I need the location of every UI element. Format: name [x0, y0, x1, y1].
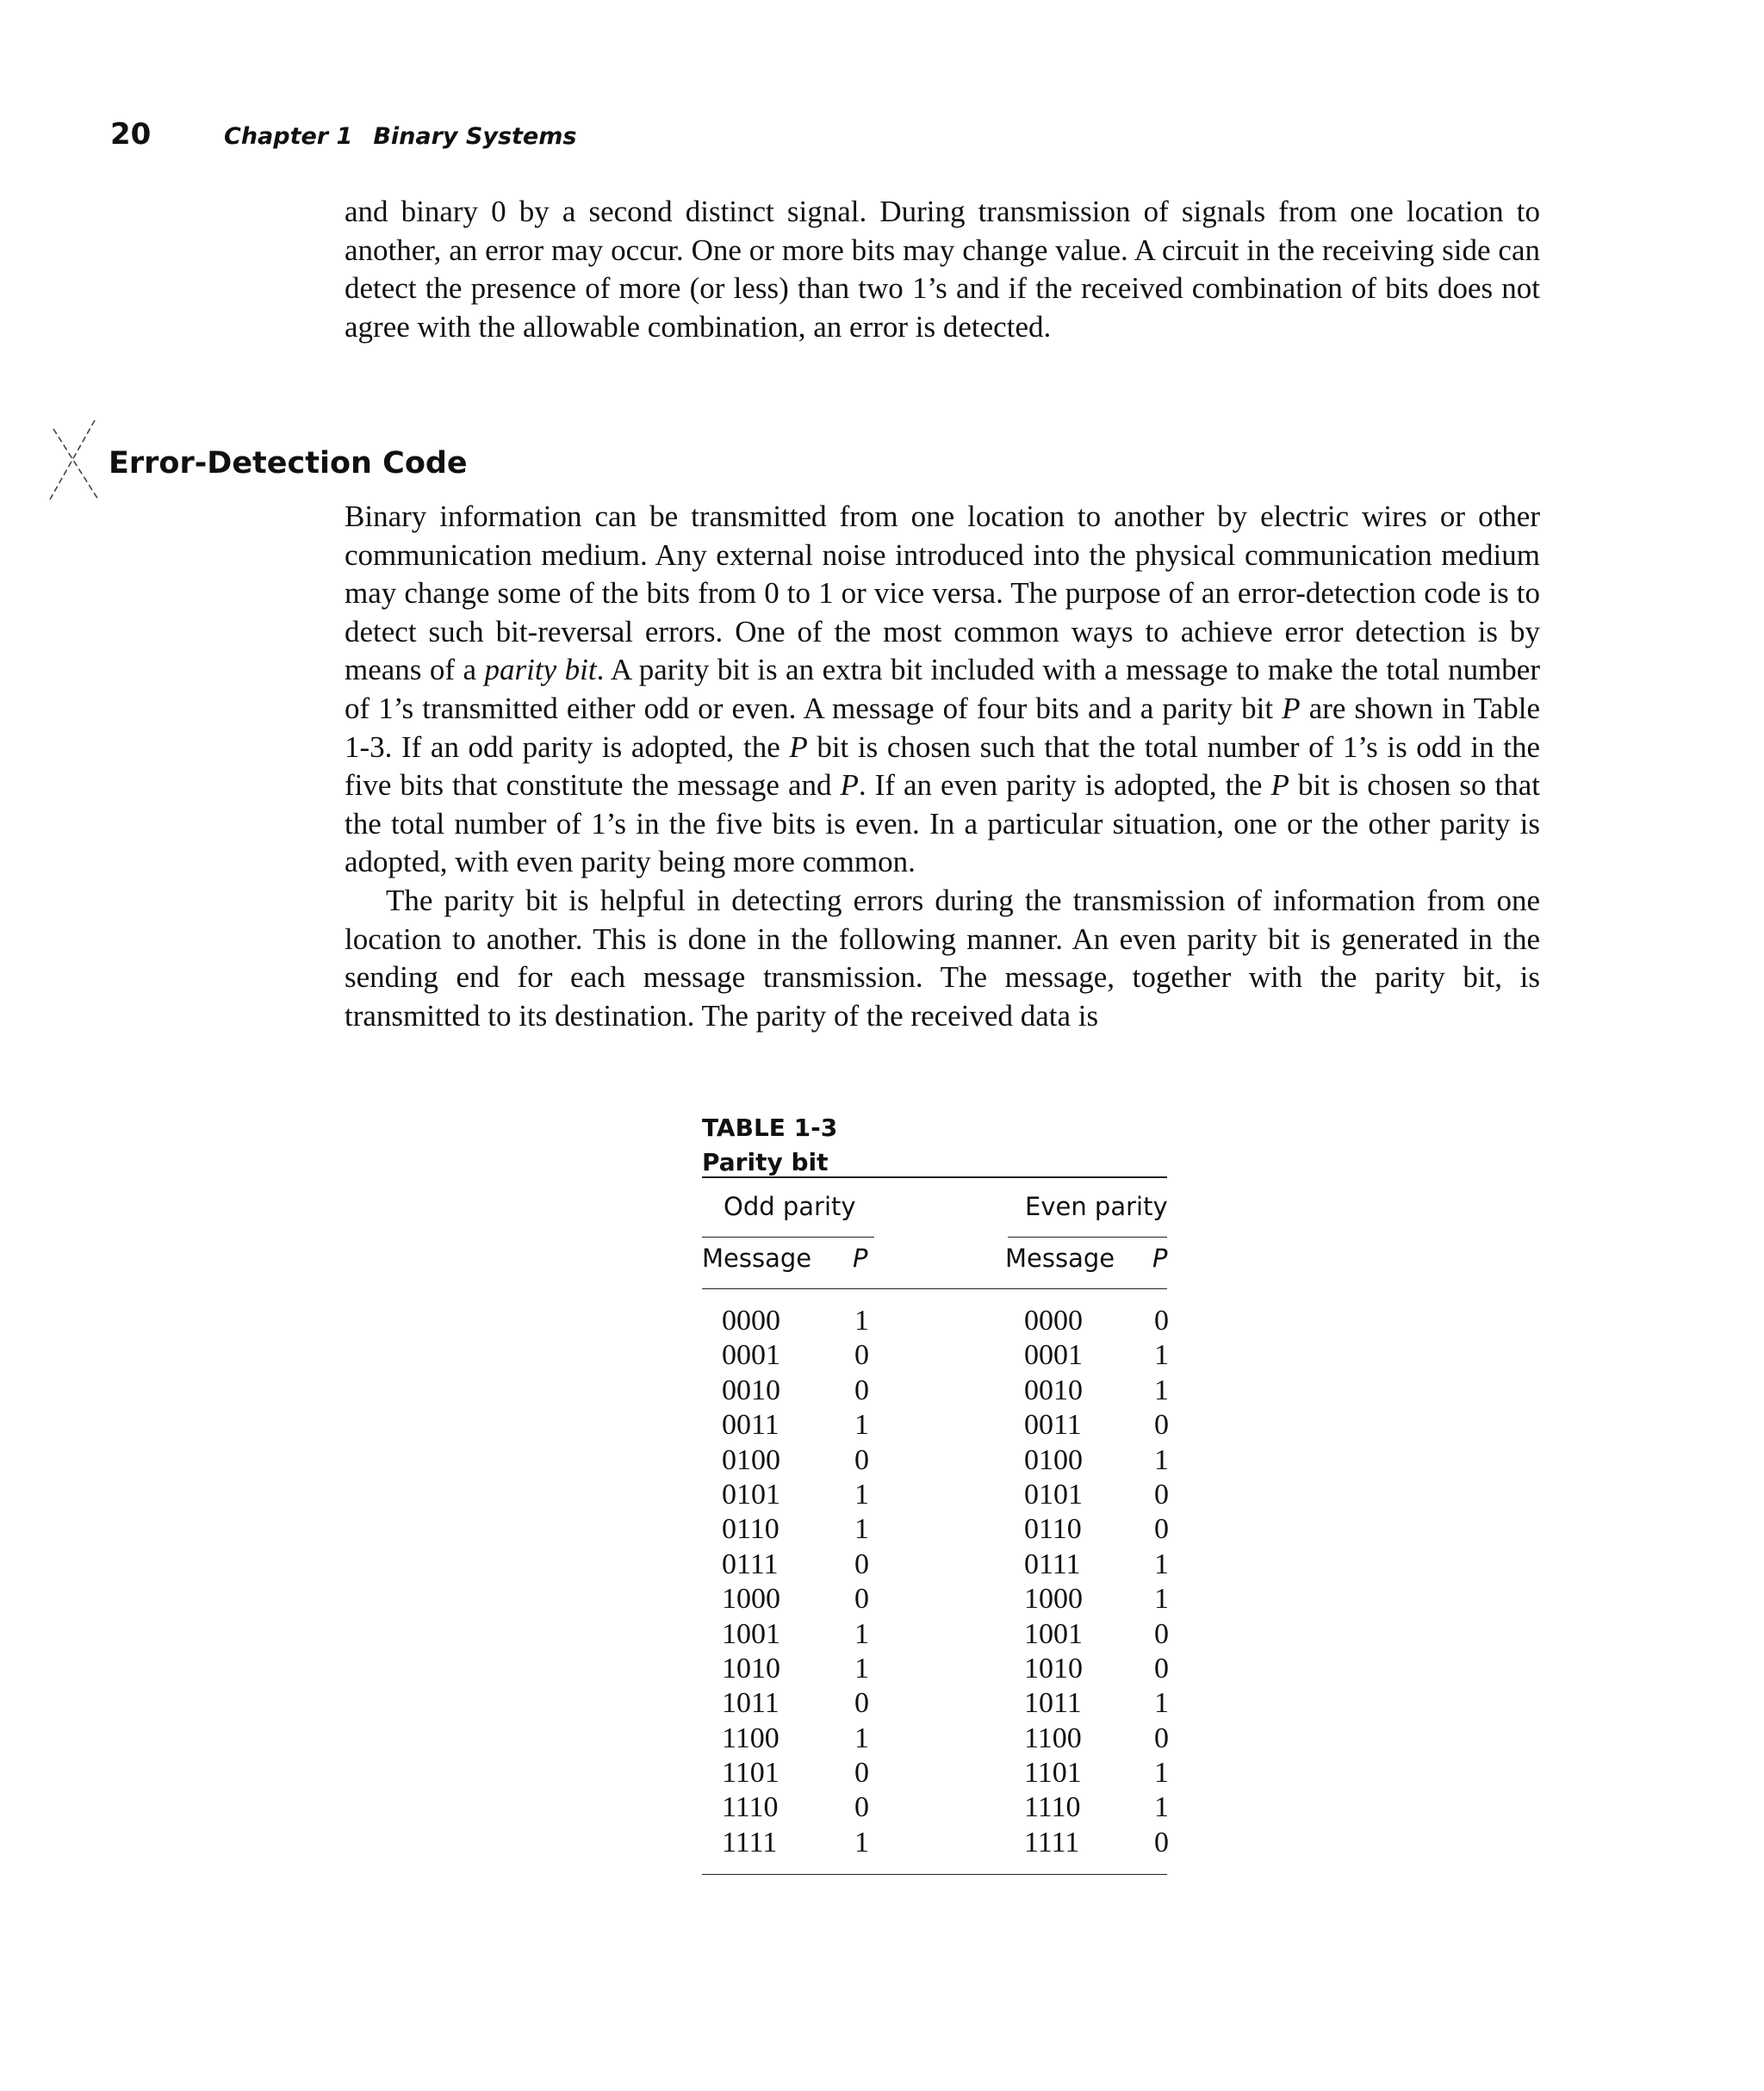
even-p-cell: 0: [1154, 1305, 1169, 1337]
even-message-cell: 0110: [1024, 1513, 1082, 1546]
even-message-cell: 1111: [1024, 1826, 1080, 1858]
odd-message-cell: 0101: [722, 1478, 780, 1511]
even-message-cell: 0101: [1024, 1478, 1083, 1511]
table-row: [0, 1408, 1764, 1443]
even-message-cell: 0000: [1024, 1305, 1083, 1337]
odd-message-cell: 1101: [722, 1757, 780, 1790]
table-caption: [702, 1111, 837, 1180]
odd-p-cell: 1: [854, 1409, 869, 1442]
even-message-cell: 0010: [1024, 1374, 1083, 1406]
odd-message-cell: 1010: [722, 1652, 780, 1685]
even-message-cell: 0001: [1024, 1339, 1083, 1372]
even-group-rule: [1008, 1237, 1167, 1238]
even-p-cell: 0: [1154, 1513, 1169, 1546]
even-message-cell: 1101: [1024, 1757, 1082, 1790]
even-p-cell: 1: [1154, 1687, 1169, 1720]
table-title: Parity bit: [702, 1148, 829, 1176]
odd-p-cell: 0: [854, 1791, 869, 1824]
table-row: [0, 1686, 1764, 1721]
odd-p-cell: 0: [854, 1374, 869, 1406]
even-p-cell: 0: [1154, 1826, 1169, 1858]
odd-p-cell: 1: [854, 1617, 869, 1650]
even-p-cell: 0: [1154, 1409, 1169, 1442]
odd-message-cell: 1000: [722, 1583, 780, 1616]
intro-paragraph: [345, 193, 1540, 346]
odd-p-cell: 0: [854, 1583, 869, 1616]
table-row: [0, 1617, 1764, 1652]
odd-p-cell: 0: [854, 1548, 869, 1580]
body-text: [345, 498, 1540, 1035]
table-row: [0, 1756, 1764, 1790]
odd-message-cell: 1011: [722, 1687, 780, 1720]
chapter-title: Binary Systems: [373, 123, 577, 150]
parity-table-body: [0, 1304, 1764, 1860]
column-header-rule: [702, 1288, 1167, 1289]
odd-message-cell: 1110: [722, 1791, 779, 1824]
page-number: 20: [110, 117, 152, 152]
paragraph-parity-usage: The parity bit is helpful in detecting errors during the transmission of information from one location to another. This is done in the following manner. An even parity bit is generated in the sending end for each message transmission. The message, together with the parity bit, is transmitted to its destination. The parity of the received data is: [345, 883, 1540, 1033]
even-message-cell: 0111: [1024, 1548, 1081, 1580]
even-p-header: P: [1152, 1244, 1168, 1273]
even-message-cell: 0011: [1024, 1409, 1082, 1442]
table-row: [0, 1548, 1764, 1582]
even-message-cell: 0100: [1024, 1443, 1083, 1476]
paragraph-parity-intro: Binary information can be transmitted from one location to another by electric wires or other communication medium. Any external noise introduced into the physical communication medium may change some of the bits from 0 to 1 or vice versa. The purpose of an error-detection code is to detect such bit-reversal errors. One of the most common ways to achieve error detection is by means of a parity bit. A parity bit is an extra bit included with a message to make the total number of 1’s transmitted either odd or even. A message of four bits and a parity bit P are shown in Table 1-3. If an odd parity is adopted, the P bit is chosen such that the total number of 1’s is odd in the five bits that constitute the message and P. If an even parity is adopted, the P bit is chosen so that the total number of 1’s in the five bits is even. In a particular situation, one or the other parity is adopted, with even parity being more common.: [345, 499, 1541, 879]
odd-message-cell: 0100: [722, 1443, 780, 1476]
section-heading: Error-Detection Code: [109, 446, 468, 481]
odd-p-cell: 1: [854, 1722, 869, 1754]
even-message-cell: 1010: [1024, 1652, 1083, 1685]
odd-p-cell: 0: [854, 1443, 869, 1476]
table-row: [0, 1478, 1764, 1512]
odd-p-cell: 1: [854, 1652, 869, 1685]
even-p-cell: 1: [1154, 1443, 1169, 1476]
odd-message-cell: 0011: [722, 1409, 780, 1442]
odd-p-cell: 1: [854, 1513, 869, 1546]
table-bottom-rule: [702, 1874, 1167, 1875]
table-row: [0, 1722, 1764, 1756]
table-row: [0, 1652, 1764, 1686]
even-p-cell: 1: [1154, 1548, 1169, 1580]
even-p-cell: 0: [1154, 1722, 1169, 1754]
table-label: TABLE 1-3: [702, 1114, 838, 1142]
even-message-cell: 1110: [1024, 1791, 1081, 1824]
parity-bit-term: parity bit: [484, 653, 597, 687]
even-p-cell: 0: [1154, 1617, 1169, 1650]
table-row: [0, 1443, 1764, 1478]
odd-p-cell: 1: [854, 1305, 869, 1337]
even-p-cell: 0: [1154, 1478, 1169, 1511]
odd-message-cell: 1111: [722, 1826, 778, 1858]
even-parity-header: Even parity: [1025, 1192, 1168, 1221]
odd-p-cell: 0: [854, 1687, 869, 1720]
table-row: [0, 1304, 1764, 1338]
odd-message-cell: 1001: [722, 1617, 780, 1650]
even-message-cell: 1011: [1024, 1687, 1082, 1720]
even-p-cell: 1: [1154, 1757, 1169, 1790]
chapter-label: Chapter 1: [224, 123, 353, 150]
odd-p-cell: 1: [854, 1478, 869, 1511]
odd-p-cell: 1: [854, 1826, 869, 1858]
even-message-cell: 1000: [1024, 1583, 1083, 1616]
odd-message-cell: 0110: [722, 1513, 780, 1546]
even-p-cell: 1: [1154, 1791, 1169, 1824]
even-message-cell: 1100: [1024, 1722, 1082, 1754]
table-row: [0, 1582, 1764, 1616]
even-message-cell: 1001: [1024, 1617, 1083, 1650]
odd-message-cell: 1100: [722, 1722, 780, 1754]
even-p-cell: 1: [1154, 1339, 1169, 1372]
running-header: [110, 117, 576, 152]
odd-message-cell: 0111: [722, 1548, 779, 1580]
odd-p-cell: 0: [854, 1757, 869, 1790]
odd-p-cell: 0: [854, 1339, 869, 1372]
table-row: [0, 1826, 1764, 1860]
odd-message-cell: 0001: [722, 1339, 780, 1372]
even-message-header: Message: [1005, 1244, 1115, 1273]
even-p-cell: 1: [1154, 1583, 1169, 1616]
table-row: [0, 1512, 1764, 1547]
odd-p-header: P: [853, 1244, 868, 1273]
table-row: [0, 1374, 1764, 1408]
odd-group-rule: [702, 1237, 874, 1238]
table-row: [0, 1790, 1764, 1825]
even-p-cell: 1: [1154, 1374, 1169, 1406]
odd-parity-header: Odd parity: [724, 1192, 856, 1221]
table-top-rule: [702, 1176, 1167, 1178]
odd-message-header: Message: [702, 1244, 812, 1273]
even-p-cell: 0: [1154, 1652, 1169, 1685]
intro-paragraph-text: and binary 0 by a second distinct signal. During transmission of signals from one location to another, an error may occur. One or more bits may change value. A circuit in the receiving side can detect the presence of more (or less) than two 1’s and if the received combination of bits does not agree with the allowable combination, an error is detected.: [345, 195, 1540, 344]
odd-message-cell: 0010: [722, 1374, 780, 1406]
odd-message-cell: 0000: [722, 1305, 780, 1337]
margin-x-mark-icon: [38, 413, 107, 508]
table-row: [0, 1338, 1764, 1373]
